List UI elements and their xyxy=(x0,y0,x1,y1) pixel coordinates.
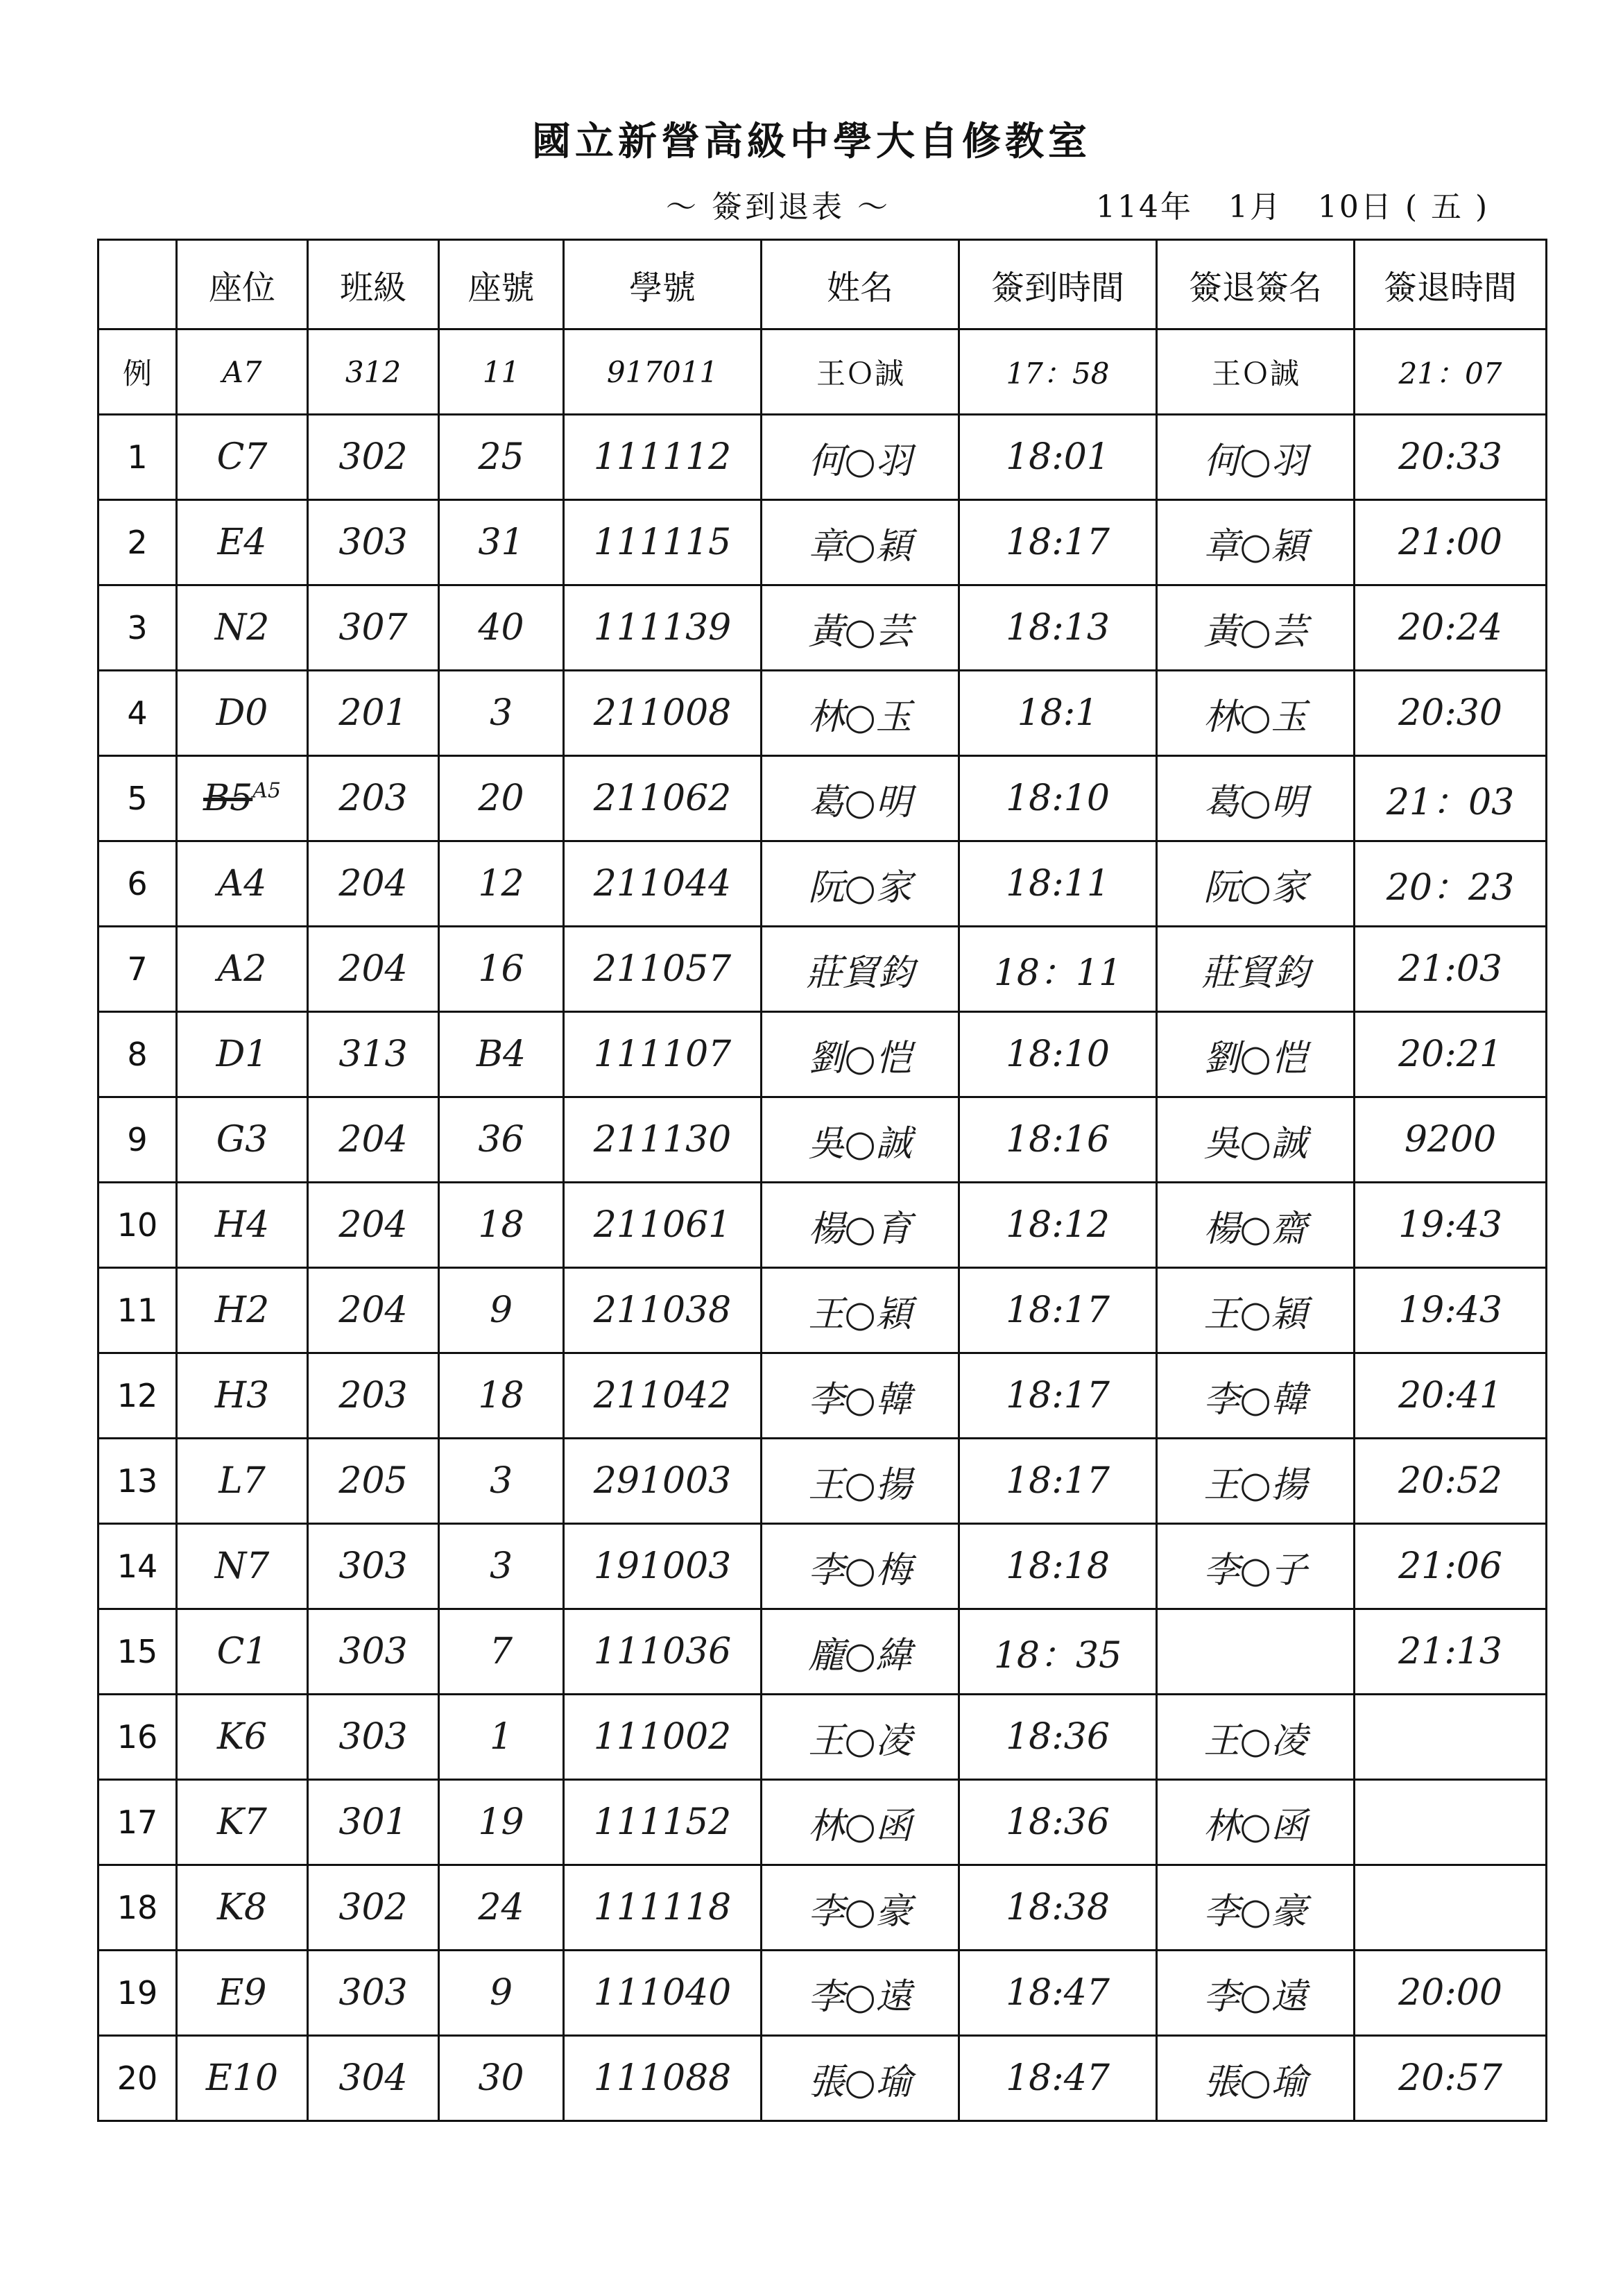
cell-seat-no: 12 xyxy=(439,841,564,927)
cell-name: 王○揚 xyxy=(762,1439,959,1524)
cell-sign-in-time: 18:01 xyxy=(959,415,1157,500)
cell-name: 何○羽 xyxy=(762,415,959,500)
cell-seat-no: 25 xyxy=(439,415,564,500)
cell-sign-in-time: 18:11 xyxy=(959,841,1157,927)
row-number: 13 xyxy=(98,1439,177,1524)
cell-sign-out-name: 王○揚 xyxy=(1157,1439,1355,1524)
cell-sign-out-time: 20:24 xyxy=(1355,585,1547,671)
cell-seat-no: 7 xyxy=(439,1609,564,1695)
table-row xyxy=(98,1439,1547,1524)
cell-name: 李○韓 xyxy=(762,1353,959,1439)
row-number: 4 xyxy=(98,671,177,756)
table-row xyxy=(98,1951,1547,2036)
cell-seat: N7 xyxy=(177,1524,308,1609)
cell-student-id: 291003 xyxy=(564,1439,762,1524)
row-number: 1 xyxy=(98,415,177,500)
cell-class: 204 xyxy=(308,1097,439,1183)
cell-seat-no: 3 xyxy=(439,1524,564,1609)
cell-sign-out-name: 劉○恺 xyxy=(1157,1012,1355,1097)
cell-class: 205 xyxy=(308,1439,439,1524)
cell-sign-in-time: 18:18 xyxy=(959,1524,1157,1609)
cell-seat: G3 xyxy=(177,1097,308,1183)
cell-name: 吳○誠 xyxy=(762,1097,959,1183)
cell-seat-no: 19 xyxy=(439,1780,564,1865)
cell-sign-in-time: 18:17 xyxy=(959,1439,1157,1524)
row-number: 2 xyxy=(98,500,177,585)
cell-sign-out-time xyxy=(1355,1780,1547,1865)
cell-class: 303 xyxy=(308,1695,439,1780)
example-name: 王Ｏ誠 xyxy=(762,329,959,415)
cell-student-id: 111139 xyxy=(564,585,762,671)
row-number: 11 xyxy=(98,1268,177,1353)
cell-sign-out-name: 林○函 xyxy=(1157,1780,1355,1865)
cell-seat-no: 18 xyxy=(439,1353,564,1439)
cell-seat-no: 18 xyxy=(439,1183,564,1268)
cell-seat-no: 24 xyxy=(439,1865,564,1951)
cell-sign-out-name: 張○瑜 xyxy=(1157,2036,1355,2121)
cell-sign-in-time: 18:10 xyxy=(959,1012,1157,1097)
cell-sign-in-time: 18:47 xyxy=(959,1951,1157,2036)
table-row xyxy=(98,1268,1547,1353)
cell-seat xyxy=(177,756,308,841)
table-row xyxy=(98,1865,1547,1951)
table-row xyxy=(98,927,1547,1012)
cell-sign-in-time: 18:13 xyxy=(959,585,1157,671)
cell-sign-out-name: 阮○家 xyxy=(1157,841,1355,927)
cell-student-id: 211008 xyxy=(564,671,762,756)
row-number: 3 xyxy=(98,585,177,671)
cell-sign-out-name: 章○穎 xyxy=(1157,500,1355,585)
row-number: 6 xyxy=(98,841,177,927)
cell-seat-no: 3 xyxy=(439,671,564,756)
row-number: 20 xyxy=(98,2036,177,2121)
cell-name: 劉○恺 xyxy=(762,1012,959,1097)
cell-sign-out-time: 20:21 xyxy=(1355,1012,1547,1097)
cell-name: 張○瑜 xyxy=(762,2036,959,2121)
example-label: 例 xyxy=(98,329,177,415)
row-number: 14 xyxy=(98,1524,177,1609)
cell-seat-no: 20 xyxy=(439,756,564,841)
cell-name: 李○豪 xyxy=(762,1865,959,1951)
table-row xyxy=(98,1097,1547,1183)
cell-name: 楊○育 xyxy=(762,1183,959,1268)
table-row xyxy=(98,415,1547,500)
cell-sign-out-name: 王○穎 xyxy=(1157,1268,1355,1353)
column-header-class: 班級 xyxy=(308,240,439,329)
cell-class: 203 xyxy=(308,1353,439,1439)
cell-seat: A2 xyxy=(177,927,308,1012)
form-subtitle: ～ 簽到退表 ～ xyxy=(666,189,891,225)
cell-sign-out-time: 20:57 xyxy=(1355,2036,1547,2121)
cell-sign-out-time: 21:06 xyxy=(1355,1524,1547,1609)
cell-name: 莊貿鈞 xyxy=(762,927,959,1012)
cell-class: 302 xyxy=(308,415,439,500)
cell-sign-in-time: 18:36 xyxy=(959,1780,1157,1865)
cell-name: 李○梅 xyxy=(762,1524,959,1609)
row-number: 12 xyxy=(98,1353,177,1439)
cell-sign-out-name: 林○玉 xyxy=(1157,671,1355,756)
cell-name: 林○函 xyxy=(762,1780,959,1865)
cell-seat: E4 xyxy=(177,500,308,585)
cell-sign-out-time: 21:03 xyxy=(1355,927,1547,1012)
row-number: 5 xyxy=(98,756,177,841)
cell-student-id: 111112 xyxy=(564,415,762,500)
cell-sign-out-time: 20:33 xyxy=(1355,415,1547,500)
example-sign-out-name: 王Ｏ誠 xyxy=(1157,329,1355,415)
cell-sign-out-name: 何○羽 xyxy=(1157,415,1355,500)
cell-name: 林○玉 xyxy=(762,671,959,756)
cell-sign-out-name: 李○豪 xyxy=(1157,1865,1355,1951)
row-number: 19 xyxy=(98,1951,177,2036)
cell-name: 阮○家 xyxy=(762,841,959,927)
cell-sign-in-time: 18:17 xyxy=(959,1353,1157,1439)
cell-sign-in-time: 18:47 xyxy=(959,2036,1157,2121)
cell-student-id: 111036 xyxy=(564,1609,762,1695)
example-sign-in: 17：58 xyxy=(959,329,1157,415)
cell-sign-out-time: 21:13 xyxy=(1355,1609,1547,1695)
cell-sign-in-time: 18:10 xyxy=(959,756,1157,841)
cell-class: 313 xyxy=(308,1012,439,1097)
row-number: 16 xyxy=(98,1695,177,1780)
cell-sign-out-time: 19:43 xyxy=(1355,1268,1547,1353)
cell-sign-out-time: 19:43 xyxy=(1355,1183,1547,1268)
cell-seat: E9 xyxy=(177,1951,308,2036)
row-number: 9 xyxy=(98,1097,177,1183)
table-row xyxy=(98,1695,1547,1780)
cell-sign-out-name: 李○遠 xyxy=(1157,1951,1355,2036)
cell-sign-in-time: 18：11 xyxy=(959,927,1157,1012)
cell-sign-out-time: 20:30 xyxy=(1355,671,1547,756)
cell-seat-no: 9 xyxy=(439,1268,564,1353)
cell-student-id: 211038 xyxy=(564,1268,762,1353)
table-row xyxy=(98,500,1547,585)
cell-class: 204 xyxy=(308,841,439,927)
cell-sign-out-name: 李○韓 xyxy=(1157,1353,1355,1439)
column-header-index xyxy=(98,240,177,329)
corrected-seat: A5 xyxy=(252,778,282,803)
cell-name: 龐○緯 xyxy=(762,1609,959,1695)
cell-sign-out-time: 20:00 xyxy=(1355,1951,1547,2036)
cell-name: 葛○明 xyxy=(762,756,959,841)
cell-seat-no: 40 xyxy=(439,585,564,671)
cell-name: 王○穎 xyxy=(762,1268,959,1353)
table-header-row xyxy=(98,240,1547,329)
cell-sign-out-time: 20:52 xyxy=(1355,1439,1547,1524)
row-number: 15 xyxy=(98,1609,177,1695)
cell-sign-out-name: 吳○誠 xyxy=(1157,1097,1355,1183)
table-row xyxy=(98,1524,1547,1609)
cell-seat: K8 xyxy=(177,1865,308,1951)
example-student-id: 917011 xyxy=(564,329,762,415)
cell-name: 李○遠 xyxy=(762,1951,959,2036)
column-header-seat: 座位 xyxy=(177,240,308,329)
table-row xyxy=(98,585,1547,671)
cell-student-id: 111118 xyxy=(564,1865,762,1951)
column-header-sign-out-name: 簽退簽名 xyxy=(1157,240,1355,329)
cell-seat: C1 xyxy=(177,1609,308,1695)
sign-in-table xyxy=(97,239,1547,2122)
cell-seat: A4 xyxy=(177,841,308,927)
cell-class: 204 xyxy=(308,1268,439,1353)
table-row xyxy=(98,1780,1547,1865)
table-row xyxy=(98,1012,1547,1097)
column-header-student-id: 學號 xyxy=(564,240,762,329)
cell-sign-out-time xyxy=(1355,1695,1547,1780)
cell-class: 203 xyxy=(308,756,439,841)
row-number: 8 xyxy=(98,1012,177,1097)
cell-seat: D0 xyxy=(177,671,308,756)
table-row xyxy=(98,841,1547,927)
table-row xyxy=(98,671,1547,756)
example-row xyxy=(98,329,1547,415)
cell-sign-out-name xyxy=(1157,1609,1355,1695)
table-row xyxy=(98,756,1547,841)
cell-student-id: 111088 xyxy=(564,2036,762,2121)
table-row xyxy=(98,1353,1547,1439)
cell-student-id: 211042 xyxy=(564,1353,762,1439)
column-header-name: 姓名 xyxy=(762,240,959,329)
cell-sign-out-time: 21：03 xyxy=(1355,756,1547,841)
cell-seat-no: 31 xyxy=(439,500,564,585)
cell-class: 201 xyxy=(308,671,439,756)
cell-sign-out-name: 李○子 xyxy=(1157,1524,1355,1609)
cell-seat: H4 xyxy=(177,1183,308,1268)
cell-seat: H3 xyxy=(177,1353,308,1439)
cell-seat: K6 xyxy=(177,1695,308,1780)
cell-sign-out-name: 莊貿鈞 xyxy=(1157,927,1355,1012)
cell-student-id: 211130 xyxy=(564,1097,762,1183)
column-header-sign-in-time: 簽到時間 xyxy=(959,240,1157,329)
cell-sign-out-name: 葛○明 xyxy=(1157,756,1355,841)
cell-seat: K7 xyxy=(177,1780,308,1865)
cell-seat: N2 xyxy=(177,585,308,671)
column-header-seat-no: 座號 xyxy=(439,240,564,329)
cell-seat: E10 xyxy=(177,2036,308,2121)
cell-student-id: 211061 xyxy=(564,1183,762,1268)
cell-student-id: 111107 xyxy=(564,1012,762,1097)
cell-seat-no: 9 xyxy=(439,1951,564,2036)
cell-seat-no: 16 xyxy=(439,927,564,1012)
row-number: 7 xyxy=(98,927,177,1012)
table-row xyxy=(98,1609,1547,1695)
cell-class: 302 xyxy=(308,1865,439,1951)
cell-class: 204 xyxy=(308,1183,439,1268)
cell-class: 303 xyxy=(308,1609,439,1695)
cell-sign-out-name: 楊○齋 xyxy=(1157,1183,1355,1268)
row-number: 10 xyxy=(98,1183,177,1268)
cell-student-id: 111040 xyxy=(564,1951,762,2036)
cell-sign-in-time: 18:1 xyxy=(959,671,1157,756)
cell-seat-no: B4 xyxy=(439,1012,564,1097)
cell-class: 204 xyxy=(308,927,439,1012)
cell-sign-out-time: 20：23 xyxy=(1355,841,1547,927)
cell-class: 303 xyxy=(308,1524,439,1609)
cell-student-id: 211057 xyxy=(564,927,762,1012)
cell-student-id: 211044 xyxy=(564,841,762,927)
cell-sign-out-name: 黃○芸 xyxy=(1157,585,1355,671)
cell-sign-in-time: 18:16 xyxy=(959,1097,1157,1183)
cell-student-id: 211062 xyxy=(564,756,762,841)
cell-seat: H2 xyxy=(177,1268,308,1353)
cell-class: 307 xyxy=(308,585,439,671)
example-seat-no: 11 xyxy=(439,329,564,415)
column-header-sign-out-time: 簽退時間 xyxy=(1355,240,1547,329)
example-seat: A7 xyxy=(177,329,308,415)
cell-name: 章○穎 xyxy=(762,500,959,585)
cell-class: 303 xyxy=(308,1951,439,2036)
table-row xyxy=(98,2036,1547,2121)
cell-seat-no: 3 xyxy=(439,1439,564,1524)
cell-sign-out-time: 20:41 xyxy=(1355,1353,1547,1439)
cell-seat-no: 36 xyxy=(439,1097,564,1183)
cell-seat: C7 xyxy=(177,415,308,500)
cell-student-id: 191003 xyxy=(564,1524,762,1609)
cell-sign-out-name: 王○凌 xyxy=(1157,1695,1355,1780)
example-sign-out: 21：07 xyxy=(1355,329,1547,415)
cell-seat-no: 1 xyxy=(439,1695,564,1780)
cell-sign-in-time: 18:38 xyxy=(959,1865,1157,1951)
table-row xyxy=(98,1183,1547,1268)
cell-sign-in-time: 18:36 xyxy=(959,1695,1157,1780)
cell-class: 304 xyxy=(308,2036,439,2121)
cell-class: 303 xyxy=(308,500,439,585)
cell-sign-out-time xyxy=(1355,1865,1547,1951)
cell-class: 301 xyxy=(308,1780,439,1865)
example-class: 312 xyxy=(308,329,439,415)
cell-sign-in-time: 18：35 xyxy=(959,1609,1157,1695)
cell-sign-in-time: 18:17 xyxy=(959,500,1157,585)
cell-sign-in-time: 18:17 xyxy=(959,1268,1157,1353)
cell-seat-no: 30 xyxy=(439,2036,564,2121)
crossed-out-seat: B5 xyxy=(203,778,253,819)
form-date: 114年 1月 10日 ( 五 ) xyxy=(1096,189,1490,225)
cell-student-id: 111152 xyxy=(564,1780,762,1865)
row-number: 18 xyxy=(98,1865,177,1951)
row-number: 17 xyxy=(98,1780,177,1865)
cell-name: 黃○芸 xyxy=(762,585,959,671)
cell-seat: L7 xyxy=(177,1439,308,1524)
cell-student-id: 111115 xyxy=(564,500,762,585)
cell-sign-out-time: 9200 xyxy=(1355,1097,1547,1183)
cell-sign-in-time: 18:12 xyxy=(959,1183,1157,1268)
page-title: 國立新營高級中學大自修教室 xyxy=(532,119,1091,164)
cell-student-id: 111002 xyxy=(564,1695,762,1780)
cell-name: 王○凌 xyxy=(762,1695,959,1780)
cell-sign-out-time: 21:00 xyxy=(1355,500,1547,585)
cell-seat: D1 xyxy=(177,1012,308,1097)
